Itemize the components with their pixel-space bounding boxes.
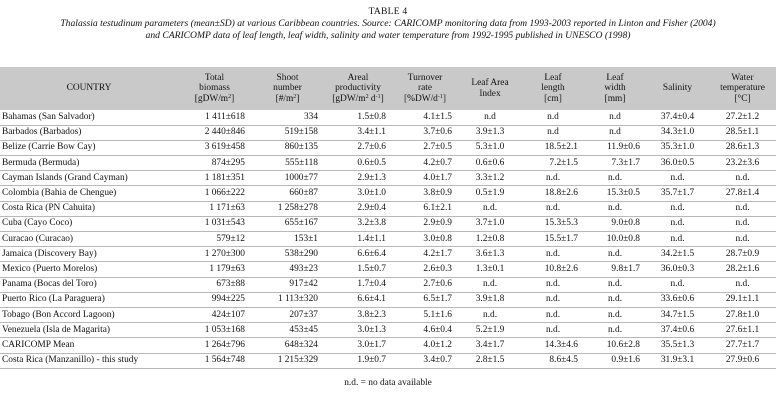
cell-areal: 0.6±0.5 <box>324 156 392 171</box>
cell-temp: 27.9±0.6 <box>709 353 776 368</box>
cell-areal: 2.9±1.3 <box>324 171 392 186</box>
cell-biomass: 673±88 <box>178 277 251 292</box>
cell-lai: 2.8±1.5 <box>458 353 522 368</box>
cell-salinity: n.d. <box>646 277 709 292</box>
cell-areal: 3.4±1.1 <box>324 125 392 140</box>
cell-temp: 27.2±1.2 <box>709 110 776 125</box>
table-row <box>0 156 776 171</box>
cell-length: n.d <box>522 110 584 125</box>
cell-length: 10.8±2.6 <box>522 262 584 277</box>
header-shoot: Shoot number $[\#/m^2]$ <box>273 72 302 104</box>
cell-biomass: 994±225 <box>178 292 251 307</box>
header-salinity: Salinity <box>662 83 693 94</box>
cell-temp: n.d. <box>709 216 776 231</box>
table-row <box>0 307 776 322</box>
cell-length: n.d <box>522 125 584 140</box>
cell-salinity: 37.4±0.4 <box>646 110 709 125</box>
cell-shoot: 917±42 <box>251 277 324 292</box>
cell-temp: n.d. <box>709 277 776 292</box>
cell-lai: 3.3±1.2 <box>458 171 522 186</box>
cell-country: Jamaica (Discovery Bay) <box>0 247 178 262</box>
cell-turnover: 4.1±1.5 <box>392 110 458 125</box>
cell-salinity: 37.4±0.6 <box>646 323 709 338</box>
cell-length: 18.5±2.1 <box>522 140 584 155</box>
cell-biomass: 1 066±222 <box>178 186 251 201</box>
cell-country: Colombia (Bahia de Chengue) <box>0 186 178 201</box>
cell-turnover: 3.4±0.7 <box>392 353 458 368</box>
cell-shoot: 153±1 <box>251 232 324 247</box>
cell-width: n.d. <box>584 292 646 307</box>
cell-areal: 1.5±0.7 <box>324 262 392 277</box>
header-length: Leaf length [cm] <box>541 72 565 104</box>
cell-country: Cayman Islands (Grand Cayman) <box>0 171 178 186</box>
cell-salinity: n.d. <box>646 232 709 247</box>
cell-length: n.d. <box>522 292 584 307</box>
data-table <box>0 67 776 369</box>
cell-length: 18.8±2.6 <box>522 186 584 201</box>
table-footnote: n.d. = no data available <box>344 378 432 388</box>
cell-length: n.d. <box>522 201 584 216</box>
cell-biomass: 1 053±168 <box>178 323 251 338</box>
cell-turnover: 2.7±0.6 <box>392 277 458 292</box>
cell-turnover: 5.1±1.6 <box>392 307 458 322</box>
cell-areal: 1.5±0.8 <box>324 110 392 125</box>
cell-shoot: 1 215±329 <box>251 353 324 368</box>
cell-salinity: 35.5±1.3 <box>646 338 709 353</box>
cell-width: n.d. <box>584 247 646 262</box>
cell-biomass: 1 270±300 <box>178 247 251 262</box>
cell-areal: 3.0±1.3 <box>324 323 392 338</box>
cell-length: n.d. <box>522 277 584 292</box>
cell-areal: 1.4±1.1 <box>324 232 392 247</box>
table-row <box>0 338 776 353</box>
cell-areal: 1.7±0.4 <box>324 277 392 292</box>
cell-temp: 27.6±1.1 <box>709 323 776 338</box>
cell-areal: 2.7±0.6 <box>324 140 392 155</box>
cell-turnover: 2.9±0.9 <box>392 216 458 231</box>
cell-turnover: 4.0±1.2 <box>392 338 458 353</box>
cell-width: n.d <box>584 110 646 125</box>
cell-width: 0.9±1.6 <box>584 353 646 368</box>
cell-turnover: 4.0±1.7 <box>392 171 458 186</box>
cell-country: Bahamas (San Salvador) <box>0 110 178 125</box>
cell-lai: n.d. <box>458 201 522 216</box>
cell-lai: 3.9±1.3 <box>458 125 522 140</box>
cell-country: Puerto Rico (La Paraguera) <box>0 292 178 307</box>
cell-country: Belize (Carrie Bow Cay) <box>0 140 178 155</box>
cell-temp: 28.5±1.1 <box>709 125 776 140</box>
cell-width: n.d. <box>584 307 646 322</box>
cell-country: Barbados (Barbados) <box>0 125 178 140</box>
cell-temp: 27.7±1.7 <box>709 338 776 353</box>
cell-shoot: 860±135 <box>251 140 324 155</box>
table-row <box>0 125 776 140</box>
cell-country: Bermuda (Bermuda) <box>0 156 178 171</box>
cell-salinity: 35.7±1.7 <box>646 186 709 201</box>
cell-country: Tobago (Bon Accord Lagoon) <box>0 307 178 322</box>
cell-temp: n.d. <box>709 171 776 186</box>
table-body <box>0 110 776 368</box>
header-areal: Areal productivity [$gDW/m^2$ $d^{-1}$] <box>332 72 384 104</box>
cell-length: n.d. <box>522 247 584 262</box>
cell-salinity: 35.3±1.0 <box>646 140 709 155</box>
cell-lai: 3.6±1.3 <box>458 247 522 262</box>
cell-turnover: 2.7±0.5 <box>392 140 458 155</box>
cell-biomass: 1 181±351 <box>178 171 251 186</box>
cell-country: Curacao (Curacao) <box>0 232 178 247</box>
cell-biomass: 1 564±748 <box>178 353 251 368</box>
cell-shoot: 1 258±278 <box>251 201 324 216</box>
header-country: COUNTRY <box>66 83 112 94</box>
cell-shoot: 648±324 <box>251 338 324 353</box>
table-row <box>0 277 776 292</box>
cell-length: 15.5±1.7 <box>522 232 584 247</box>
cell-width: 9.0±0.8 <box>584 216 646 231</box>
cell-length: n.d. <box>522 307 584 322</box>
table-row <box>0 247 776 262</box>
cell-lai: 5.3±1.0 <box>458 140 522 155</box>
cell-country: Mexico (Puerto Morelos) <box>0 262 178 277</box>
cell-salinity: 36.0±0.5 <box>646 156 709 171</box>
cell-length: 8.6±4.5 <box>522 353 584 368</box>
cell-length: 14.3±4.6 <box>522 338 584 353</box>
table-row <box>0 353 776 368</box>
cell-areal: 3.0±1.7 <box>324 338 392 353</box>
cell-biomass: 1 411±618 <box>178 110 251 125</box>
table-row <box>0 292 776 307</box>
cell-width: 10.0±0.8 <box>584 232 646 247</box>
cell-biomass: 1 179±63 <box>178 262 251 277</box>
table-caption <box>0 0 776 42</box>
cell-shoot: 555±118 <box>251 156 324 171</box>
table-row <box>0 110 776 125</box>
cell-shoot: 660±87 <box>251 186 324 201</box>
table-header-row <box>0 67 776 110</box>
cell-turnover: 2.6±0.3 <box>392 262 458 277</box>
cell-turnover: 3.7±0.6 <box>392 125 458 140</box>
table-number: TABLE 4 <box>368 6 408 17</box>
cell-salinity: n.d. <box>646 171 709 186</box>
cell-lai: 3.4±1.7 <box>458 338 522 353</box>
cell-salinity: n.d. <box>646 216 709 231</box>
cell-salinity: 34.2±1.5 <box>646 247 709 262</box>
cell-salinity: 33.6±0.6 <box>646 292 709 307</box>
cell-temp: n.d. <box>709 201 776 216</box>
cell-length: 7.2±1.5 <box>522 156 584 171</box>
cell-areal: 3.0±1.0 <box>324 186 392 201</box>
cell-lai: 3.7±1.0 <box>458 216 522 231</box>
cell-width: n.d. <box>584 171 646 186</box>
cell-temp: 28.2±1.6 <box>709 262 776 277</box>
cell-biomass: 3 619±458 <box>178 140 251 155</box>
cell-country: CARICOMP Mean <box>0 338 178 353</box>
cell-length: n.d. <box>522 323 584 338</box>
cell-width: n.d. <box>584 277 646 292</box>
cell-areal: 2.9±0.4 <box>324 201 392 216</box>
table-row <box>0 216 776 231</box>
cell-temp: 23.2±3.6 <box>709 156 776 171</box>
cell-shoot: 334 <box>251 110 324 125</box>
cell-biomass: 1 031±543 <box>178 216 251 231</box>
cell-length: n.d. <box>522 171 584 186</box>
cell-temp: n.d. <box>709 232 776 247</box>
cell-salinity: n.d. <box>646 201 709 216</box>
cell-country: Venezuela (Isla de Magarita) <box>0 323 178 338</box>
cell-areal: 6.6±6.4 <box>324 247 392 262</box>
cell-shoot: 519±158 <box>251 125 324 140</box>
cell-shoot: 1 113±320 <box>251 292 324 307</box>
caption-line-1 <box>0 18 776 30</box>
header-width: Leaf width [mm] <box>604 72 626 104</box>
cell-salinity: 36.0±0.3 <box>646 262 709 277</box>
cell-biomass: 1 171±63 <box>178 201 251 216</box>
cell-width: n.d. <box>584 201 646 216</box>
cell-turnover: 4.2±0.7 <box>392 156 458 171</box>
cell-length: 15.3±5.3 <box>522 216 584 231</box>
cell-width: 11.9±0.6 <box>584 140 646 155</box>
cell-country: Panama (Bocas del Toro) <box>0 277 178 292</box>
cell-areal: 1.9±0.7 <box>324 353 392 368</box>
table-row <box>0 201 776 216</box>
cell-temp: 27.8±1.0 <box>709 307 776 322</box>
cell-country: Costa Rica (Manzanillo) - this study <box>0 353 178 368</box>
caption-line-2-text: and CARICOMP data of leaf length, leaf width, salinity and water temperature from 1992-1995 published in UNESCO (1998) <box>145 30 631 41</box>
caption-line-2 <box>0 30 776 42</box>
cell-lai: 3.9±1.8 <box>458 292 522 307</box>
cell-shoot: 655±167 <box>251 216 324 231</box>
table-row <box>0 262 776 277</box>
cell-temp: 28.6±1.3 <box>709 140 776 155</box>
table-row <box>0 171 776 186</box>
header-lai: Leaf Area Index <box>471 78 509 99</box>
cell-lai: 5.2±1.9 <box>458 323 522 338</box>
header-biomass: Total biomass $[gDW/m^2]$ <box>194 72 235 104</box>
cell-country: Costa Rica (PN Cahuita) <box>0 201 178 216</box>
cell-shoot: 207±37 <box>251 307 324 322</box>
table-row <box>0 323 776 338</box>
cell-width: 7.3±1.7 <box>584 156 646 171</box>
cell-lai: 1.3±0.1 <box>458 262 522 277</box>
cell-temp: 27.8±1.4 <box>709 186 776 201</box>
cell-biomass: 2 440±846 <box>178 125 251 140</box>
cell-turnover: 3.8±0.9 <box>392 186 458 201</box>
cell-biomass: 424±107 <box>178 307 251 322</box>
cell-areal: 6.6±4.1 <box>324 292 392 307</box>
cell-lai: 0.5±1.9 <box>458 186 522 201</box>
cell-lai: 0.6±0.6 <box>458 156 522 171</box>
cell-biomass: 874±295 <box>178 156 251 171</box>
cell-turnover: 4.2±1.7 <box>392 247 458 262</box>
cell-turnover: 4.6±0.4 <box>392 323 458 338</box>
cell-salinity: 34.7±1.5 <box>646 307 709 322</box>
cell-biomass: 579±12 <box>178 232 251 247</box>
cell-shoot: 1000±77 <box>251 171 324 186</box>
cell-shoot: 493±23 <box>251 262 324 277</box>
caption-line-1-text: parameters (mean±SD) at various Caribbean countries. Source: CARICOMP monitoring data from 1993-2003 reported in Linton and Fisher (2004) <box>144 18 716 29</box>
cell-lai: n.d. <box>458 307 522 322</box>
cell-width: 10.6±2.8 <box>584 338 646 353</box>
cell-temp: 29.1±1.1 <box>709 292 776 307</box>
cell-width: n.d. <box>584 323 646 338</box>
cell-turnover: 6.5±1.7 <box>392 292 458 307</box>
cell-lai: n.d <box>458 110 522 125</box>
cell-areal: 3.8±2.3 <box>324 307 392 322</box>
cell-width: 9.8±1.7 <box>584 262 646 277</box>
cell-turnover: 3.0±0.8 <box>392 232 458 247</box>
header-temp: Water temperature [°C] <box>720 72 765 104</box>
table-row <box>0 232 776 247</box>
cell-turnover: 6.1±2.1 <box>392 201 458 216</box>
cell-width: 15.3±0.5 <box>584 186 646 201</box>
cell-shoot: 538±290 <box>251 247 324 262</box>
cell-biomass: 1 264±796 <box>178 338 251 353</box>
species-name: Thalassia testudinum <box>60 18 143 29</box>
cell-lai: n.d. <box>458 277 522 292</box>
cell-shoot: 453±45 <box>251 323 324 338</box>
cell-areal: 3.2±3.8 <box>324 216 392 231</box>
cell-width: n.d <box>584 125 646 140</box>
cell-salinity: 31.9±3.1 <box>646 353 709 368</box>
cell-lai: 1.2±0.8 <box>458 232 522 247</box>
header-turnover: Turnover rate $[\%DW/d^{-1}]$ <box>404 72 446 104</box>
cell-temp: 28.7±0.9 <box>709 247 776 262</box>
table-row <box>0 140 776 155</box>
table-row <box>0 186 776 201</box>
cell-country: Cuba (Cayo Coco) <box>0 216 178 231</box>
cell-salinity: 34.3±1.0 <box>646 125 709 140</box>
